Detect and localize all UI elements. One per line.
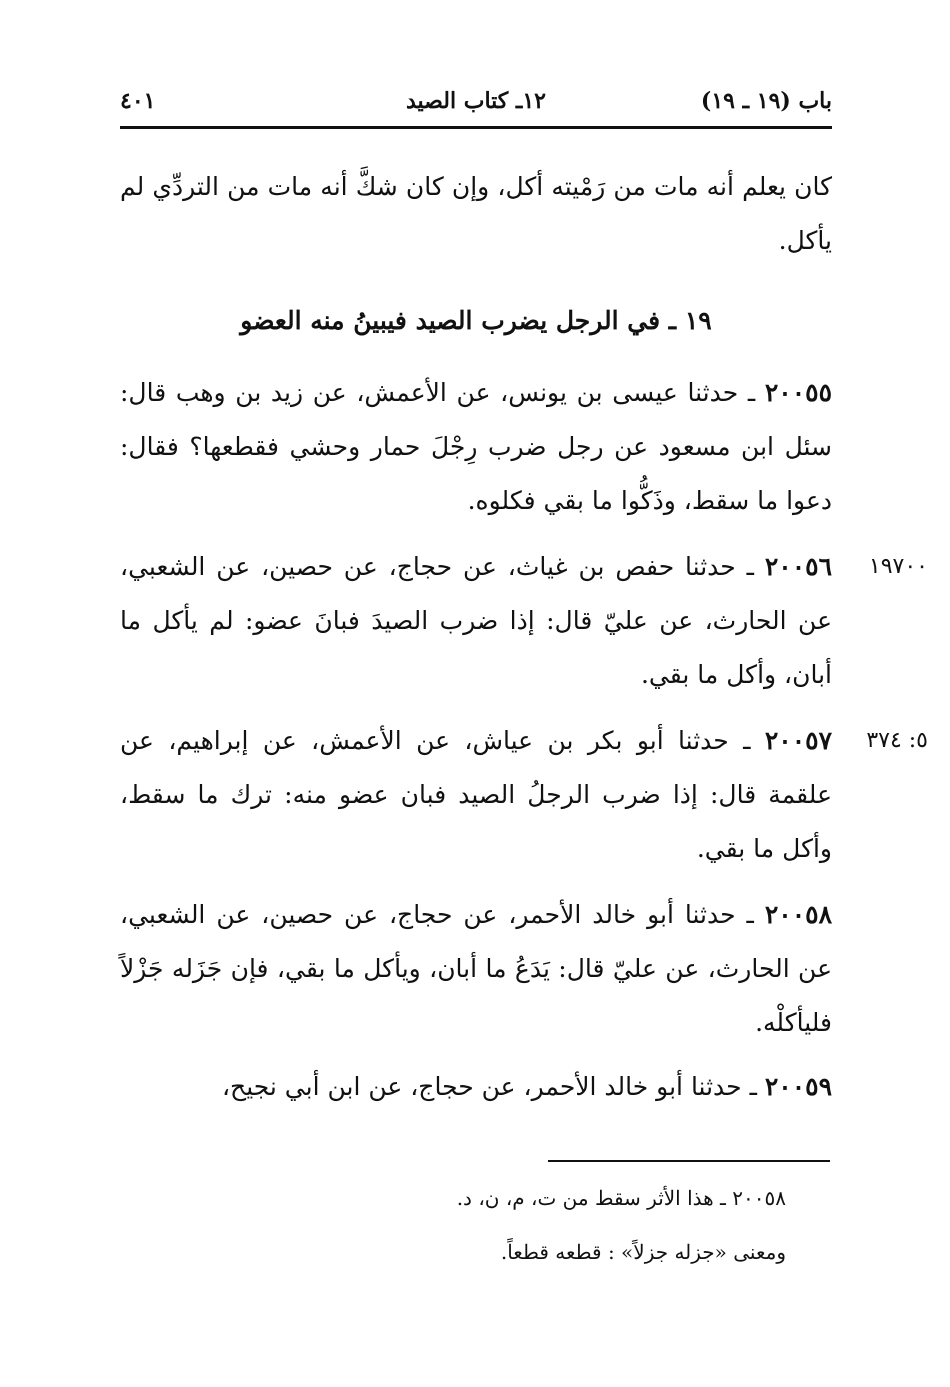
hadith-number: ٢٠٠٥٩ <box>764 1072 832 1101</box>
hadith-number: ٢٠٠٥٦ <box>764 552 832 581</box>
hadith-number: ٢٠٠٥٨ <box>764 900 832 929</box>
hadith-20055 <box>120 366 832 528</box>
footnote-rule <box>548 1160 830 1162</box>
hadith-text: ـ حدثنا أبو بكر بن عياش، عن الأعمش، عن إبراهيم، عن علقمة قال: إذا ضرب الرجلُ الصيد فبان عضو منه: ترك ما سقط، وأكل ما بقي. <box>120 726 832 863</box>
hadith-20056 <box>120 540 832 702</box>
hadith-20059 <box>120 1060 832 1114</box>
running-header <box>120 88 832 124</box>
page-number: ٤٠١ <box>120 88 156 114</box>
hadith-text: ـ حدثنا أبو خالد الأحمر، عن حجاج، عن ابن أبي نجيح، <box>221 1072 765 1101</box>
book-title: ١٢ـ كتاب الصيد <box>405 88 547 114</box>
footnote: ومعنى «جزله جزلاً» : قطعه قطعاً. <box>500 1240 786 1264</box>
hadith-20057 <box>120 714 832 876</box>
section-title: ١٩ ـ في الرجل يضرب الصيد فيبينُ منه العضو <box>240 306 712 335</box>
hadith-text: ـ حدثنا أبو خالد الأحمر، عن حجاج، عن حصين، عن الشعبي، عن الحارث، عن عليّ قال: يَدَعُ ما أبان، ويأكل ما بقي، فإن جَزَله جَزْلاً فليأكلْه. <box>120 900 832 1037</box>
hadith-text: ـ حدثنا عيسى بن يونس، عن الأعمش، عن زيد بن وهب قال: سئل ابن مسعود عن رجل ضرب رِجْلَ حمار وحشي فقطعها؟ فقال: دعوا ما سقط، وذَكُّوا ما بقي فكلوه. <box>120 378 832 515</box>
hadith-text: ـ حدثنا حفص بن غياث، عن حجاج، عن حصين، عن الشعبي، عن الحارث، عن عليّ قال: إذا ضرب الصيدَ فبانَ عضو: لم يأكل ما أبان، وأكل ما بقي. <box>120 552 832 689</box>
hadith-20058 <box>120 888 832 1050</box>
footnote: ٢٠٠٥٨ ـ هذا الأثر سقط من ت، م، ن، د. <box>456 1186 786 1210</box>
margin-reference: ١٩٧٠٠ <box>868 554 928 579</box>
hadith-number: ٢٠٠٥٧ <box>764 726 832 755</box>
intro-paragraph: كان يعلم أنه مات من رَمْيته أكل، وإن كان شكَّ أنه مات من التردِّي لم يأكل. <box>120 172 832 255</box>
chapter-range: باب (١٩ ـ ١٩) <box>700 88 832 114</box>
margin-reference: ٥: ٣٧٤ <box>866 728 928 753</box>
header-rule <box>120 126 832 129</box>
hadith-number: ٢٠٠٥٥ <box>764 378 832 407</box>
